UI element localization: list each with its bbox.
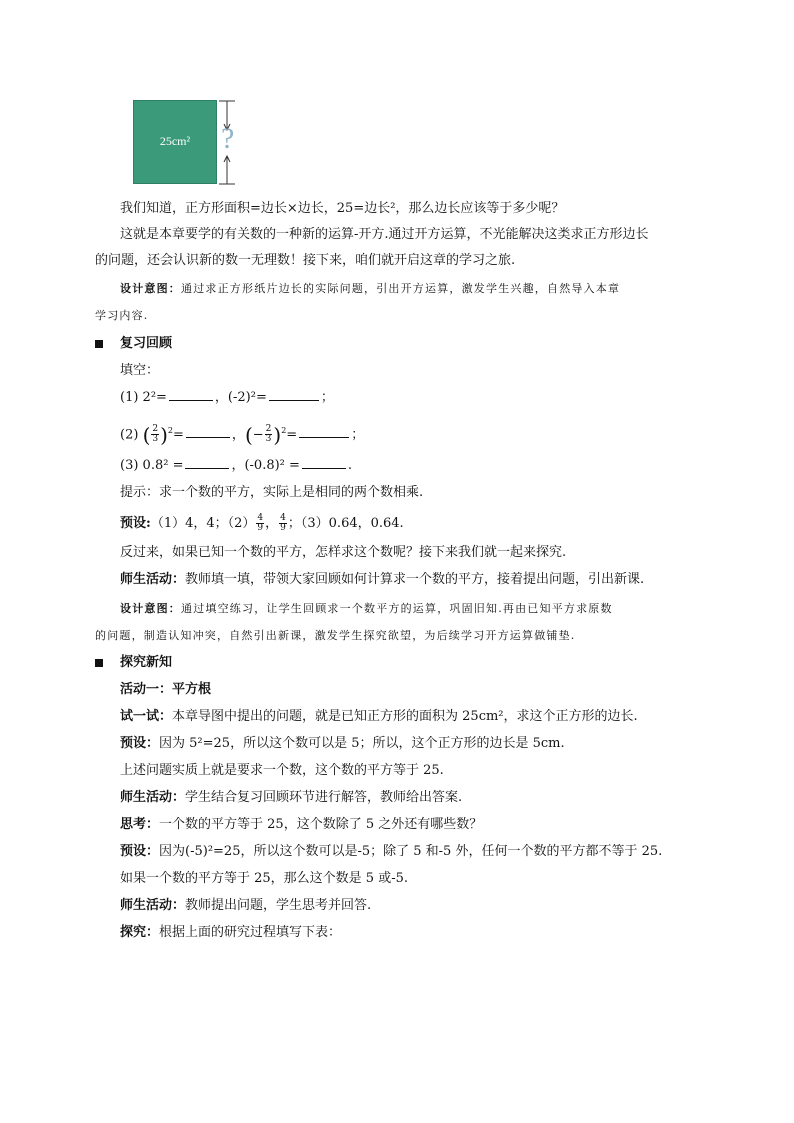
frac-num: 2 [265, 424, 272, 435]
think-line [120, 815, 482, 835]
square-figure [133, 100, 253, 186]
q2-end: ； [351, 427, 365, 443]
answer-blank[interactable] [302, 456, 346, 469]
question-2 [120, 421, 364, 445]
frac-den: 9 [280, 523, 286, 533]
answer-blank[interactable] [186, 425, 230, 438]
intro-paragraph-2b: 的问题，还会认识新的数一无理数！接下来，咱们就开启这章的学习之旅. [95, 253, 516, 268]
activity-label: 师生活动： [120, 572, 186, 587]
activity-one-title: 活动一：平方根 [120, 682, 212, 697]
preset-2-line [120, 842, 662, 862]
question-3 [120, 456, 352, 476]
preset-label: 预设: [120, 516, 151, 531]
q2-mid-text: ， [231, 427, 245, 443]
explore-heading: 探究新知 [120, 655, 173, 670]
hint-line: 提示：求一个数的平方，实际上是相同的两个数相乘. [120, 485, 424, 500]
frac-den: 3 [265, 434, 272, 445]
intro-paragraph-1: 我们知道，正方形面积=边长×边长，25=边长²，那么边长应该等于多少呢？ [120, 201, 565, 216]
fill-blank-label: 填空： [120, 363, 160, 378]
paren-close: ) [160, 422, 168, 447]
answer-blank[interactable] [169, 388, 213, 401]
design-intent-label: 设计意图： [120, 602, 181, 615]
section-bullet [95, 659, 103, 667]
activity-line [120, 788, 462, 808]
intro-paragraph-2a: 这就是本章要学的有关数的一种新的运算-开方.通过开方运算，不光能解决这类求正方形边长 [120, 227, 649, 242]
intro-design-line-2: 学习内容. [95, 309, 149, 322]
q3-mid-text: ，(-0.8)² = [231, 458, 300, 473]
frac-num: 4 [257, 513, 264, 523]
fraction [279, 514, 287, 533]
activity-label: 师生活动： [120, 898, 186, 913]
probe-line [120, 923, 341, 943]
preset-label: 预设： [120, 844, 160, 859]
q3-end: . [347, 458, 353, 473]
try-it-line [120, 707, 638, 727]
preset-text-b: ；（3）0.64，0.64. [287, 516, 404, 531]
think-text: 一个数的平方等于 25，这个数除了 5 之外还有哪些数？ [159, 817, 483, 832]
essence-line: 上述问题实质上就是要求一个数，这个数的平方等于 25. [120, 763, 444, 778]
question-mark-icon: ? [221, 122, 235, 155]
think-label: 思考： [120, 817, 160, 832]
exponent: 2 [167, 426, 174, 435]
exponent: 2 [281, 426, 287, 435]
try-text: 本章导图中提出的问题，就是已知正方形的面积为 25cm²，求这个正方形的边长. [172, 709, 638, 724]
preset-text: 因为(-5)²=25，所以这个数可以是-5；除了 5 和-5 外，任何一个数的平方都不等于 25. [159, 844, 663, 859]
q2-text: (2) [120, 427, 139, 443]
paren-open: ( [244, 422, 253, 447]
preset-1-line [120, 734, 565, 754]
question-1 [120, 388, 334, 408]
reverse-question: 反过来，如果已知一个数的平方，怎样求这个数呢？接下来我们就一起来探究. [120, 545, 567, 560]
design-intent-label: 设计意图： [120, 282, 181, 295]
fraction [265, 425, 273, 444]
answer-blank[interactable] [299, 425, 349, 438]
minus-sign: − [252, 427, 264, 443]
probe-label: 探究： [120, 925, 160, 940]
design-intent-text: 通过求正方形纸片边长的实际问题，引出开方运算，激发学生兴趣，自然导入本章 [181, 282, 621, 295]
frac-num: 4 [280, 513, 286, 523]
teacher-student-activity [120, 570, 644, 590]
activity-2-line [120, 896, 371, 916]
q1-end: ； [320, 390, 334, 405]
paren-open: ( [142, 422, 151, 447]
review-design-line-2: 的问题，制造认知冲突，自然引出新课，激发学生探究欲望，为后续学习开方运算做铺垫. [95, 629, 576, 642]
intro-design-line-1 [120, 279, 620, 299]
activity-text: 学生结合复习回顾环节进行解答，教师给出答案. [185, 790, 463, 805]
preset-text: 因为 5²=25，所以这个数可以是 5；所以，这个正方形的边长是 5cm. [159, 736, 565, 751]
frac-den: 3 [152, 434, 159, 445]
preset-comma: ， [265, 516, 279, 531]
fraction [151, 425, 159, 444]
frac-num: 2 [152, 424, 159, 435]
answer-blank[interactable] [185, 456, 229, 469]
review-heading: 复习回顾 [120, 336, 173, 351]
answer-blank[interactable] [269, 388, 319, 401]
q1-mid-text: ，(-2)²= [214, 390, 267, 405]
section-bullet [95, 340, 103, 348]
preset-answers [120, 514, 404, 534]
frac-den: 9 [257, 523, 264, 533]
area-label: 25cm² [159, 134, 191, 148]
fraction [256, 514, 264, 533]
activity-text: 教师提出问题，学生思考并回答. [185, 898, 372, 913]
preset-text-a: （1）4，4；（2） [150, 516, 256, 531]
activity-text: 教师填一填，带领大家回顾如何计算求一个数的平方，接着提出问题，引出新课. [185, 572, 645, 587]
q3-text: (3) 0.8² = [120, 458, 184, 473]
try-label: 试一试： [120, 709, 173, 724]
activity-label: 师生活动： [120, 790, 186, 805]
review-design-line-1 [120, 599, 613, 619]
equals: = [173, 427, 184, 443]
preset-label: 预设： [120, 736, 160, 751]
equals: = [286, 427, 298, 443]
conclusion-line: 如果一个数的平方等于 25，那么这个数是 5 或-5. [120, 871, 409, 886]
probe-text: 根据上面的研究过程填写下表： [159, 925, 342, 940]
design-intent-text: 通过填空练习，让学生回顾求一个数平方的运算，巩固旧知.再由已知平方求原数 [181, 602, 613, 615]
paren-close: ) [273, 422, 282, 447]
q1-text: (1) 2²= [120, 390, 167, 405]
